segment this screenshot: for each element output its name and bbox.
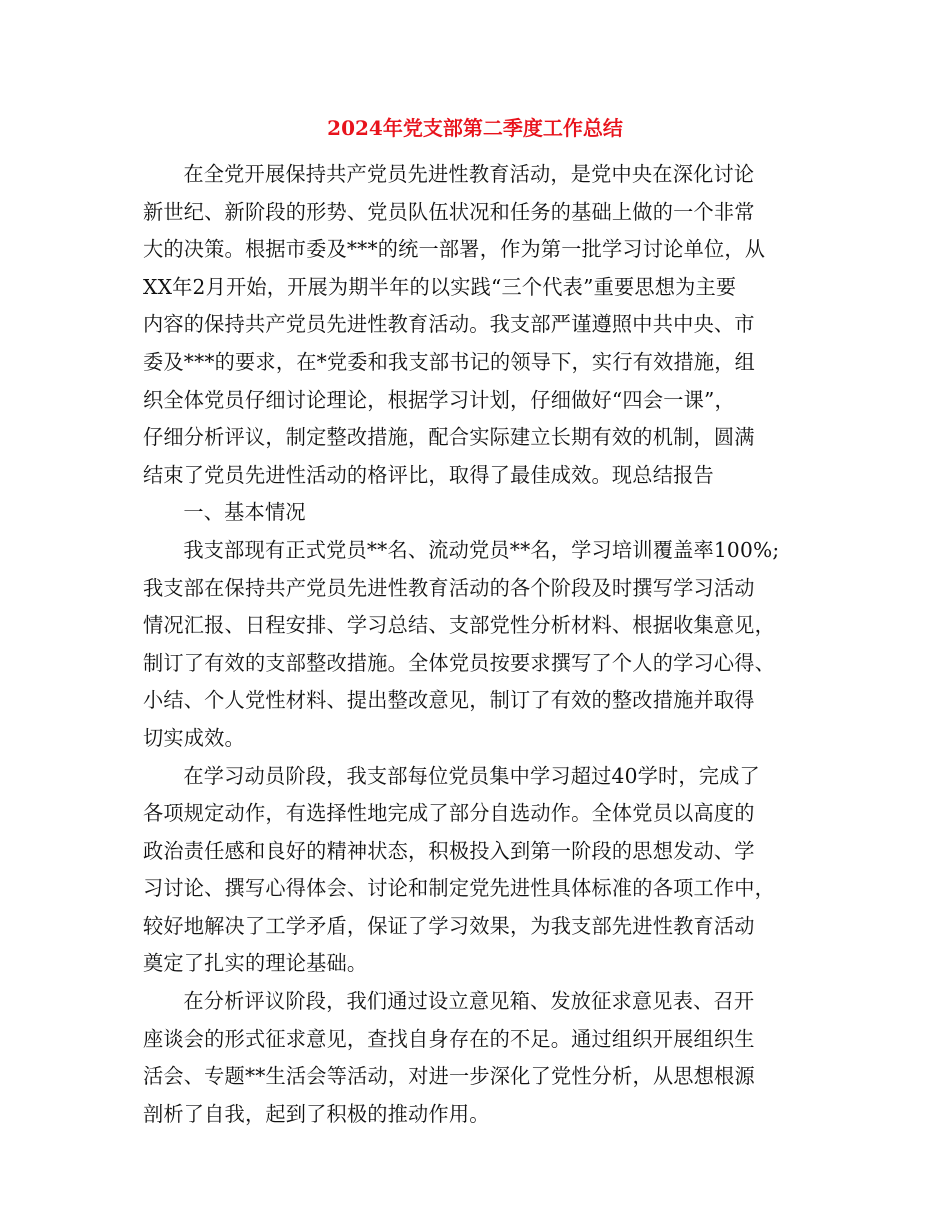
paragraph-line: 各项规定动作，有选择性地完成了部分自选动作。全体党员以高度的	[143, 801, 755, 826]
paragraph-line: 奠定了扎实的理论基础。	[143, 951, 368, 976]
paragraph-line: 座谈会的形式征求意见，查找自身存在的不足。通过组织开展组织生	[143, 1026, 755, 1051]
paragraph-line: 剖析了自我，起到了积极的推动作用。	[143, 1101, 490, 1126]
paragraph-line: 内容的保持共产党员先进性教育活动。我支部严谨遵照中共中央、市	[143, 312, 755, 337]
paragraph-line: 小结、个人党性材料、提出整改意见，制订了有效的整改措施并取得	[143, 688, 755, 713]
paragraph-line: 仔细分析评议，制定整改措施，配合实际建立长期有效的机制，圆满	[143, 425, 755, 450]
paragraph-line: 活会、专题**生活会等活动，对进一步深化了党性分析，从思想根源	[143, 1064, 755, 1089]
paragraph-line: 织全体党员仔细讨论理论，根据学习计划，仔细做好“四会一课”，	[143, 387, 735, 412]
paragraph	[143, 758, 798, 984]
paragraph-line: 我支部现有正式党员**名、流动党员**名，学习培训覆盖率100%;	[183, 537, 780, 562]
paragraph-line: 政治责任感和良好的精神状态，积极投入到第一阶段的思想发动、学	[143, 838, 755, 863]
paragraph-line: 委及***的要求，在*党委和我支部书记的领导下，实行有效措施，组	[143, 349, 756, 374]
paragraph-line: 在全党开展保持共产党员先进性教育活动，是党中央在深化讨论	[183, 162, 755, 186]
paragraph-line: 在学习动员阶段，我支部每位党员集中学习超过40学时，完成了	[183, 763, 760, 788]
paragraph-line: 大的决策。根据市委及***的统一部署，作为第一批学习讨论单位，从	[143, 237, 766, 262]
paragraph-line: 情况汇报、日程安排、学习总结、支部党性分析材料、根据收集意见，	[143, 613, 776, 638]
paragraph-line: 切实成效。	[143, 725, 245, 750]
paragraph-line: 较好地解决了工学矛盾，保证了学习效果，为我支部先进性教育活动	[143, 913, 755, 938]
paragraph-line: 结束了党员先进性活动的格评比，取得了最佳成效。现总结报告	[143, 462, 714, 487]
paragraph-line: 我支部在保持共产党员先进性教育活动的各个阶段及时撰写学习活动	[143, 575, 755, 600]
paragraph-line: 新世纪、新阶段的形势、党员队伍状况和任务的基础上做的一个非常	[143, 199, 755, 224]
paragraph	[143, 983, 798, 1133]
paragraph-line: XX年2月开始，开展为期半年的以实践“三个代表”重要思想为主要	[143, 274, 737, 299]
document-body	[143, 156, 798, 1133]
paragraph	[143, 494, 798, 532]
paragraph-line: 在分析评议阶段，我们通过设立意见箱、发放征求意见表、召开	[183, 989, 755, 1014]
document-title: 2024年党支部第二季度工作总结	[327, 116, 623, 140]
paragraph-line: 习讨论、撰写心得体会、讨论和制定党先进性具体标准的各项工作中，	[143, 876, 776, 901]
paragraph	[143, 532, 798, 758]
paragraph-line: 制订了有效的支部整改措施。全体党员按要求撰写了个人的学习心得、	[143, 650, 776, 675]
paragraph-line: 一、基本情况	[183, 500, 306, 525]
paragraph	[143, 156, 798, 494]
